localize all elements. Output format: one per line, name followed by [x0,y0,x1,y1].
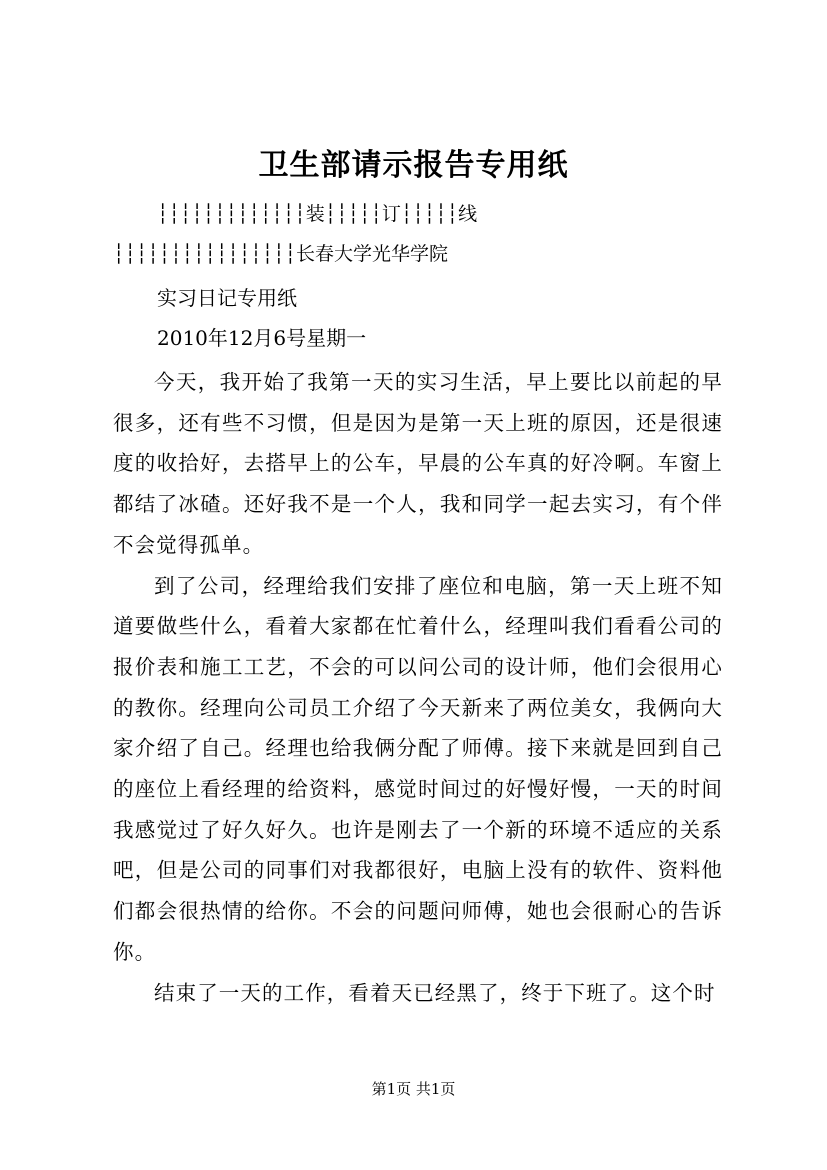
diary-body [113,362,723,1013]
paragraph: 结束了一天的工作，看着天已经黑了，终于下班了。这个时 [154,980,716,1005]
binding-line-top: ┆┆┆┆┆┆┆┆┆┆┆┆┆装┆┆┆┆┆订┆┆┆┆┆线 [157,203,478,225]
paragraph: 到了公司，经理给我们安排了座位和电脑，第一天上班不知道要做些什么，看着大家都在忙着什么，经理叫我们看看公司的报价表和施工工艺，不会的可以问公司的设计师，他们会很用心的教你。经理向公司员工介绍了今天新来了两位美女，我俩向大家介绍了自己。经理也给我俩分配了师傅。接下来就是回到自己的座位上看经理的给资料，感觉时间过的好慢好慢，一天的时间我感觉过了好久好久。也许是刚去了一个新的环境不适应的关系吧，但是公司的同事们对我都很好，电脑上没有的软件、资料他们都会很热情的给你。不会的问题问师傅，她也会很耐心的告诉你。 [113,573,723,964]
document-title: 卫生部请示报告专用纸 [258,148,569,183]
diary-date: 2010年12月6号星期一 [157,326,367,350]
paragraph: 今天，我开始了我第一天的实习生活，早上要比以前起的早很多，还有些不习惯，但是因为是第一天上班的原因，还是很速度的收拾好，去搭早上的公车，早晨的公车真的好冷啊。车窗上都结了冰碴。还好我不是一个人，我和同学一起去实习，有个伴不会觉得孤单。 [113,370,723,557]
binding-line-bottom: ┆┆┆┆┆┆┆┆┆┆┆┆┆┆┆┆长春大学光华学院 [113,243,449,265]
diary-subtitle: 实习日记专用纸 [157,286,297,310]
page-number-footer: 第1页 共1页 [371,1080,456,1098]
